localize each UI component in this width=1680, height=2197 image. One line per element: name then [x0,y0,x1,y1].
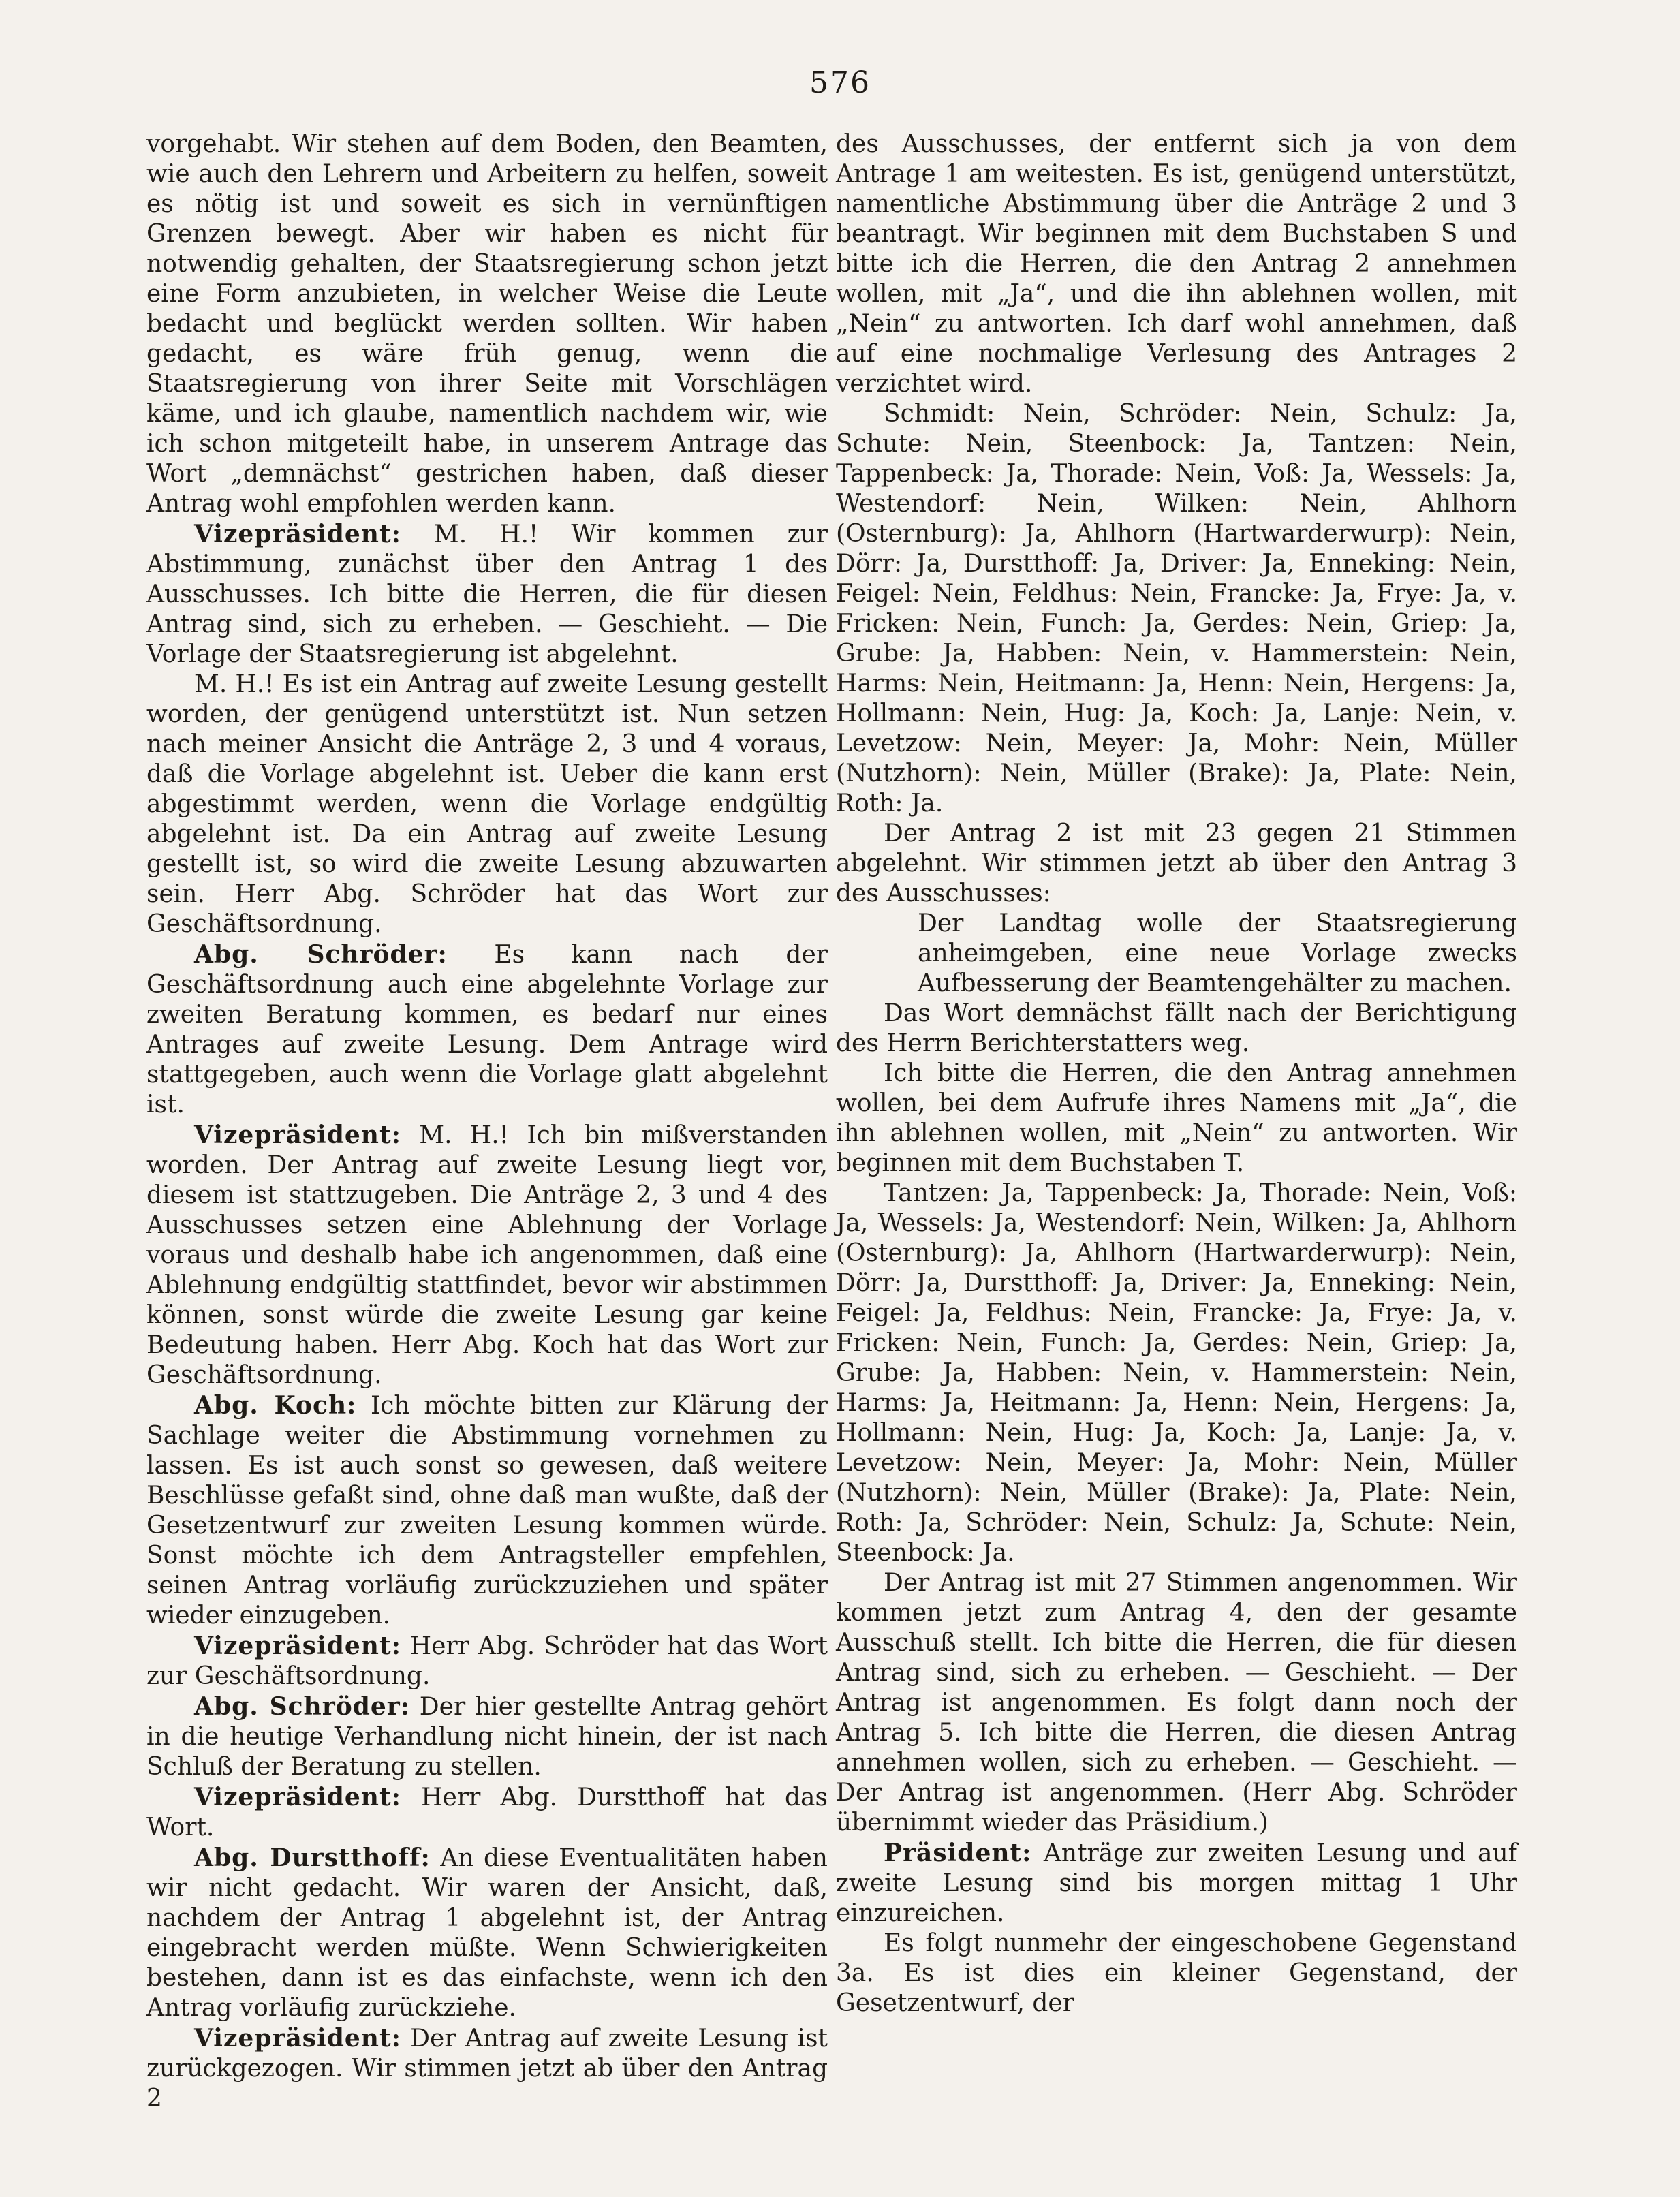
paragraph-text: M. H.! Es ist ein Antrag auf zweite Lesung gestellt worden, der genügend unterstützt ist. Nun setzen nach meiner Ansicht die Anträge 2, 3 und 4 voraus, daß die Vorlage abgelehnt ist. Ueber die kann erst abgestimmt werden, wenn die Vorlage endgültig abgelehnt ist. Da ein Antrag auf zweite Lesung gestellt ist, so wird die zweite Lesung abzuwarten sein. Herr Abg. Schröder hat das Wort zur Geschäftsordnung. [146,670,828,938]
paragraph [836,1568,1517,1838]
paragraph [836,1838,1517,1929]
speaker-name: Abg. Koch: [194,1391,357,1420]
paragraph [146,2023,828,2114]
paragraph [836,819,1517,909]
paragraph-text: Das Wort demnächst fällt nach der Berichtigung des Herrn Berichterstatters weg. [836,999,1517,1057]
paragraph [146,1782,828,1843]
right-column [836,129,1517,2019]
paragraph-text: Schmidt: Nein, Schröder: Nein, Schulz: Ja, Schute: Nein, Steenbock: Ja, Tantzen: Nein, Tappenbeck: Ja, Thorade: Nein, Voß: Ja, Wessels: Ja, Westendorf: Nein, Wilken: Nein, Ahlhorn (Osternburg): Ja, Ahlhorn (Hartwarderwurp): Nein, Dörr: Ja, Durstthoff: Ja, Driver: Ja, Enneking: Nein, Feigel: Nein, Feldhus: Nein, Francke: Ja, Frye: Ja, v. Fricken: Nein, Funch: Ja, Gerdes: Nein, Griep: Ja, Grube: Ja, Habben: Nein, v. Hammerstein: Nein, Harms: Nein, Heitmann: Ja, Henn: Nein, Hergens: Ja, Hollmann: Nein, Hug: Ja, Koch: Ja, Lanje: Nein, v. Levetzow: Nein, Meyer: Ja, Mohr: Nein, Müller (Nutzhorn): Nein, Müller (Brake): Ja, Plate: Nein, Roth: Ja. [836,400,1517,817]
paragraph [836,1179,1517,1568]
paragraph-text: Es kann nach der Geschäftsordnung auch eine abgelehnte Vorlage zur zweiten Beratung kommen, es bedarf nur eines Antrages auf zweite Lesung. Dem Antrage wird stattgegeben, auch wenn die Vorlage glatt abgelehnt ist. [146,941,828,1119]
speaker-name: Abg. Schröder: [194,940,448,969]
paragraph-text: An diese Eventualitäten haben wir nicht gedacht. Wir waren der Ansicht, daß, nachdem der Antrag 1 abgelehnt ist, der Antrag eingebracht werden müßte. Wenn Schwierigkeiten bestehen, dann ist es das einfachste, wenn ich den Antrag vorläufig zurückziehe. [146,1844,828,2022]
paragraph [146,519,828,670]
paragraph [146,670,828,939]
page-number: 576 [809,65,871,100]
paragraph-text: Ich möchte bitten zur Klärung der Sachlage weiter die Abstimmung vornehmen zu lassen. Es ist auch sonst so gewesen, daß weitere Beschlüsse gefaßt sind, ohne daß man wußte, daß der Gesetzentwurf zur zweiten Lesung kommen würde. Sonst möchte ich dem Antragsteller empfehlen, seinen Antrag vorläufig zurückzuziehen und später wieder einzugeben. [146,1392,828,1630]
paragraph-text: Der Antrag 2 ist mit 23 gegen 21 Stimmen abgelehnt. Wir stimmen jetzt ab über den Antrag 3 des Ausschusses: [836,820,1517,907]
paragraph-text: Es folgt nunmehr der eingeschobene Gegenstand 3a. Es ist dies ein kleiner Gegenstand, der Gesetzentwurf, der [836,1929,1517,2017]
paragraph [146,1692,828,1782]
paragraph [836,999,1517,1059]
paragraph-text: Der Landtag wolle der Staatsregierung anheimgeben, eine neue Vorlage zwecks Aufbesserung der Beamtengehälter zu machen. [918,909,1517,997]
speaker-name: Vizepräsident: [194,520,401,548]
paragraph-text: M. H.! Wir kommen zur Abstimmung, zunächst über den Antrag 1 des Ausschusses. Ich bitte die Herren, die für diesen Antrag sind, sich zu erheben. — Geschieht. — Die Vorlage der Staatsregierung ist abgelehnt. [146,520,828,668]
paragraph-text: vorgehabt. Wir stehen auf dem Boden, den Beamten, wie auch den Lehrern und Arbeitern zu helfen, soweit es nötig ist und soweit es sich in vernünftigen Grenzen bewegt. Aber wir haben es nicht für notwendig gehalten, der Staatsregierung schon jetzt eine Form anzubieten, in welcher Weise die Leute bedacht und beglückt werden sollten. Wir haben gedacht, es wäre früh genug, wenn die Staatsregierung von ihrer Seite mit Vorschlägen käme, und ich glaube, namentlich nachdem wir, wie ich schon mitgeteilt habe, in unserem Antrage das Wort „demnächst“ gestrichen haben, daß dieser Antrag wohl empfohlen werden kann. [146,130,828,518]
speaker-name: Vizepräsident: [194,1121,401,1149]
paragraph [146,1390,828,1631]
paragraph [146,129,828,519]
paragraph-text: Der hier gestellte Antrag gehört in die heutige Verhandlung nicht hinein, der ist nach Schluß der Beratung zu stellen. [146,1693,828,1781]
paragraph-text: des Ausschusses, der entfernt sich ja von dem Antrage 1 am weitesten. Es ist, genügend unterstützt, namentliche Abstimmung über die Anträge 2 und 3 beantragt. Wir beginnen mit dem Buchstaben S und bitte ich die Herren, die den Antrag 2 annehmen wollen, mit „Ja“, und die ihn ablehnen wollen, mit „Nein“ zu antworten. Ich darf wohl annehmen, daß auf eine nochmalige Verlesung des Antrages 2 verzichtet wird. [836,130,1517,398]
paragraph-text: Der Antrag auf zweite Lesung ist zurückgezogen. Wir stimmen jetzt ab über den Antrag 2 [146,2025,828,2113]
speaker-name: Präsident: [884,1839,1032,1867]
speaker-name: Vizepräsident: [194,1783,401,1811]
speaker-name: Abg. Durstthoff: [194,1843,431,1872]
paragraph-text: M. H.! Ich bin mißverstanden worden. Der Antrag auf zweite Lesung liegt vor, diesem ist stattzugeben. Die Anträge 2, 3 und 4 des Ausschusses setzen eine Ablehnung der Vorlage voraus und deshalb habe ich angenommen, daß eine Ablehnung endgültig stattfindet, bevor wir abstimmen können, sonst würde die zweite Lesung gar keine Bedeutung haben. Herr Abg. Koch hat das Wort zur Geschäftsordnung. [146,1121,828,1389]
paragraph [146,1631,828,1692]
speaker-name: Vizepräsident: [194,1632,401,1660]
speaker-name: Vizepräsident: [194,2024,401,2053]
paragraph-text: Anträge zur zweiten Lesung und auf zweite Lesung sind bis morgen mittag 1 Uhr einzureichen. [836,1839,1517,1927]
paragraph [146,1843,828,2023]
paragraph [836,1059,1517,1179]
paragraph [836,399,1517,819]
paragraph [836,1929,1517,2019]
paragraph-text: Tantzen: Ja, Tappenbeck: Ja, Thorade: Nein, Voß: Ja, Wessels: Ja, Westendorf: Nein, Wilken: Ja, Ahlhorn (Osternburg): Ja, Ahlhorn (Hartwarderwurp): Nein, Dörr: Ja, Durstthoff: Ja, Driver: Ja, Enneking: Nein, Feigel: Ja, Feldhus: Nein, Francke: Ja, Frye: Ja, v. Fricken: Nein, Funch: Ja, Gerdes: Nein, Griep: Ja, Grube: Ja, Habben: Nein, v. Hammerstein: Nein, Harms: Ja, Heitmann: Ja, Henn: Nein, Hergens: Ja, Hollmann: Nein, Hug: Ja, Koch: Ja, Lanje: Ja, v. Levetzow: Nein, Meyer: Ja, Mohr: Nein, Müller (Nutzhorn): Nein, Müller (Brake): Ja, Plate: Nein, Roth: Ja, Schröder: Nein, Schulz: Ja, Schute: Nein, Steenbock: Ja. [836,1179,1517,1567]
left-column [146,129,828,2114]
paragraph [146,1120,828,1390]
paragraph [918,909,1517,999]
paragraph-text: Der Antrag ist mit 27 Stimmen angenommen. Wir kommen jetzt zum Antrag 4, den der gesamte Ausschuß stellt. Ich bitte die Herren, die für diesen Antrag sind, sich zu erheben. — Geschieht. — Der Antrag ist angenommen. Es folgt dann noch der Antrag 5. Ich bitte die Herren, die diesen Antrag annehmen wollen, sich zu erheben. — Geschieht. — Der Antrag ist angenommen. (Herr Abg. Schröder übernimmt wieder das Präsidium.) [836,1569,1517,1837]
paragraph [146,939,828,1120]
paragraph-text: Herr Abg. Durstthoff hat das Wort. [146,1783,828,1841]
speaker-name: Abg. Schröder: [194,1692,411,1721]
paragraph-text: Herr Abg. Schröder hat das Wort zur Geschäftsordnung. [146,1632,828,1690]
paragraph-text: Ich bitte die Herren, die den Antrag annehmen wollen, bei dem Aufrufe ihres Namens mit „Ja“, die ihn ablehnen wollen, mit „Nein“ zu antworten. Wir beginnen mit dem Buchstaben T. [836,1059,1517,1177]
paragraph [836,129,1517,399]
